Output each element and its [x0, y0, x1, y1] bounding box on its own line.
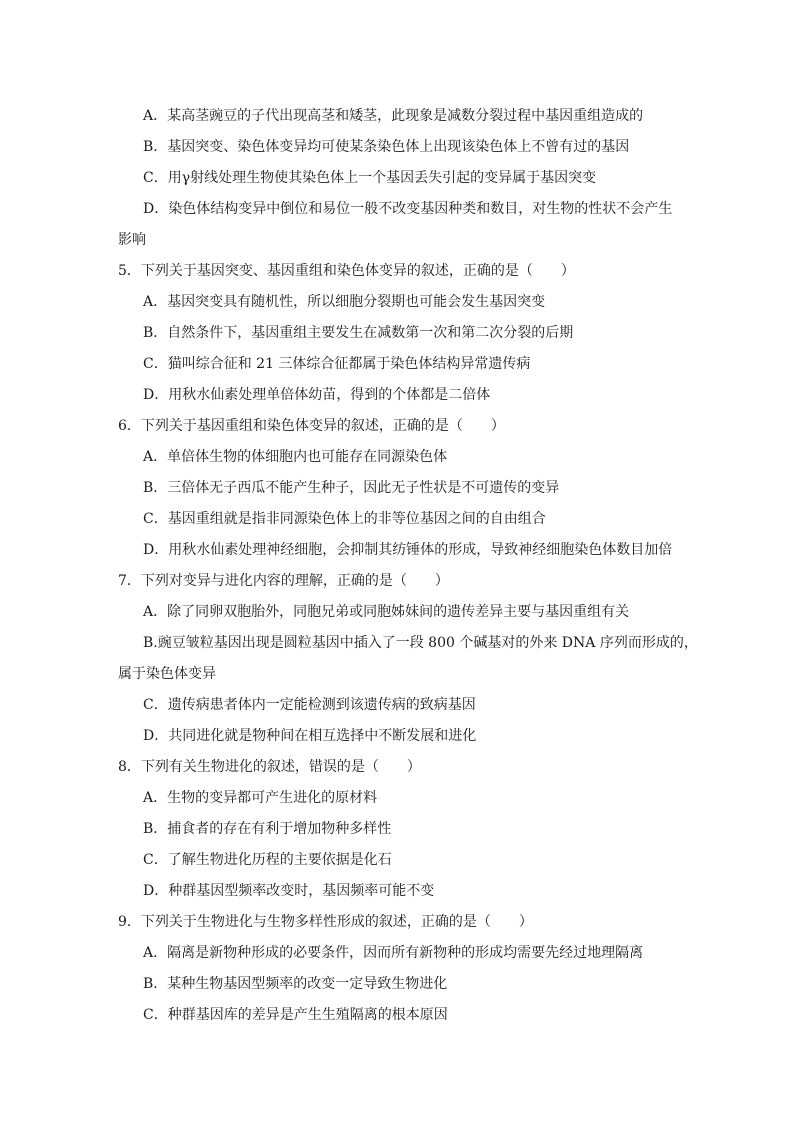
- option-line: B．基因突变、染色体变异均可使某条染色体上出现该染色体上不曾有过的基因: [143, 139, 630, 155]
- continuation-line: 属于染色体变异: [118, 666, 216, 682]
- option-line: D．用秋水仙素处理神经细胞，会抑制其纺锤体的形成，导致神经细胞染色体数目加倍: [143, 542, 673, 558]
- question-stem: 7．下列对变异与进化内容的理解，正确的是（ ）: [118, 573, 449, 589]
- option-line: D．用秋水仙素处理单倍体幼苗，得到的个体都是二倍体: [143, 387, 491, 403]
- option-line: B．捕食者的存在有利于增加物种多样性: [143, 821, 392, 837]
- option-line: C．猫叫综合征和 21 三体综合征都属于染色体结构异常遗传病: [143, 356, 531, 372]
- option-line: B．某种生物基因型频率的改变一定导致生物进化: [143, 976, 448, 992]
- option-line: D．染色体结构变异中倒位和易位一般不改变基因种类和数目，对生物的性状不会产生: [143, 201, 673, 217]
- option-line: A．隔离是新物种形成的必要条件，因而所有新物种的形成均需要先经过地理隔离: [143, 945, 644, 961]
- question-stem: 5．下列关于基因突变、基因重组和染色体变异的叙述，正确的是（ ）: [118, 263, 575, 279]
- option-line: A．生物的变异都可产生进化的原材料: [143, 790, 378, 806]
- option-line: A．除了同卵双胞胎外，同胞兄弟或同胞姊妹间的遗传差异主要与基因重组有关: [143, 604, 630, 620]
- option-line: D．种群基因型频率改变时，基因频率可能不变: [143, 883, 435, 899]
- continuation-line: 影响: [118, 232, 146, 248]
- question-stem: 6．下列关于基因重组和染色体变异的叙述，正确的是（ ）: [118, 418, 505, 434]
- option-line: C．遗传病患者体内一定能检测到该遗传病的致病基因: [143, 697, 476, 713]
- option-line: C．基因重组就是指非同源染色体上的非等位基因之间的自由组合: [143, 511, 546, 527]
- option-line: D．共同进化就是物种间在相互选择中不断发展和进化: [143, 728, 477, 744]
- option-line: C．用γ射线处理生物使其染色体上一个基因丢失引起的变异属于基因突变: [143, 170, 597, 186]
- question-stem: 9．下列关于生物进化与生物多样性形成的叙述，正确的是（ ）: [118, 914, 533, 930]
- question-stem: 8．下列有关生物进化的叙述，错误的是（ ）: [118, 759, 421, 775]
- option-line: B.豌豆皱粒基因出现是圆粒基因中插入了一段 800 个碱基对的外来 DNA 序列而形成的，: [143, 635, 698, 651]
- option-line: B．自然条件下，基因重组主要发生在减数第一次和第二次分裂的后期: [143, 325, 574, 341]
- option-line: A．基因突变具有随机性，所以细胞分裂期也可能会发生基因突变: [143, 294, 546, 310]
- option-line: A．单倍体生物的体细胞内也可能存在同源染色体: [143, 449, 448, 465]
- option-line: C．种群基因库的差异是产生生殖隔离的根本原因: [143, 1007, 448, 1023]
- option-line: B．三倍体无子西瓜不能产生种子，因此无子性状是不可遗传的变异: [143, 480, 560, 496]
- option-line: A．某高茎豌豆的子代出现高茎和矮茎，此现象是减数分裂过程中基因重组造成的: [143, 108, 644, 124]
- option-line: C．了解生物进化历程的主要依据是化石: [143, 852, 392, 868]
